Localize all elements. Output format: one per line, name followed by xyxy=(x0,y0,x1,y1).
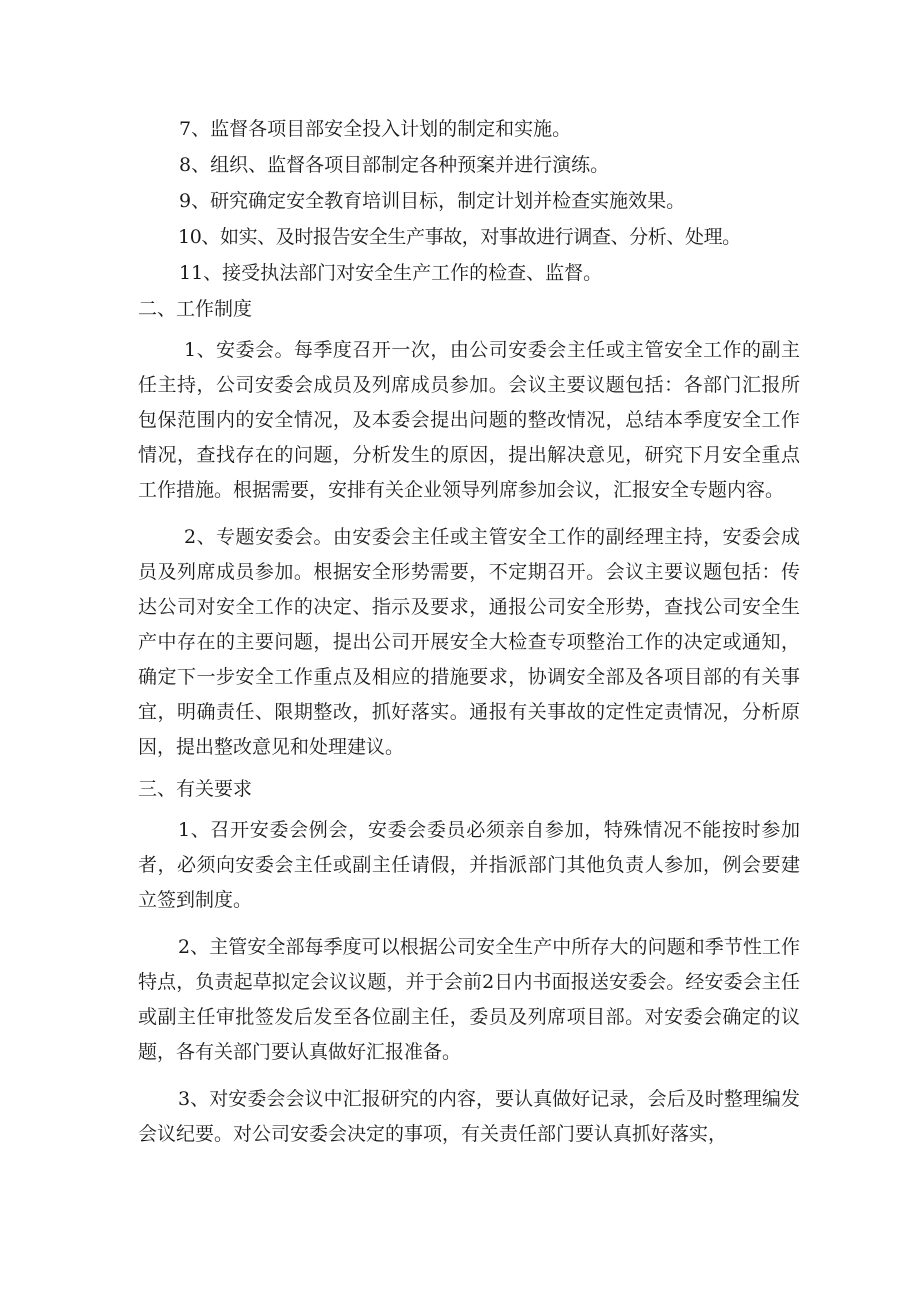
paragraph-safety-committee: 1、安委会。每季度召开一次，由公司安委会主任或主管安全工作的副主任主持，公司安委会成员及列席成员参加。会议主要议题包括：各部门汇报所包保范围内的安全情况，及本委会提出问题的整改情况，总结本季度安全工作情况，查找存在的问题，分析发生的原因，提出解决意见，研究下月安全重点工作措施。根据需要，安排有关企业领导列席参加会议，汇报安全专题内容。 xyxy=(138,339,800,501)
list-item: 11、接受执法部门对安全生产工作的检查、监督。 xyxy=(179,262,603,284)
list-item: 8、组织、监督各项目部制定各种预案并进行演练。 xyxy=(179,154,610,176)
list-item: 7、监督各项目部安全投入计划的制定和实施。 xyxy=(179,118,572,140)
document-body xyxy=(138,117,800,1164)
paragraph-requirement-3: 3、对安委会会议中汇报研究的内容，要认真做好记录，会后及时整理编发会议纪要。对公司安委会决定的事项，有关责任部门要认真抓好落实， xyxy=(138,1088,800,1145)
paragraph-requirement-2: 2、主管安全部每季度可以根据公司安全生产中所存大的问题和季节性工作特点，负责起草拟定会议议题，并于会前2日内书面报送安委会。经安委会主任或副主任审批签发后发至各位副主任，委员及列席项目部。对安委会确定的议题，各有关部门要认真做好汇报准备。 xyxy=(138,936,800,1063)
paragraph-special-committee: 2、专题安委会。由安委会主任或主管安全工作的副经理主持，安委会成员及列席成员参加。根据安全形势需要，不定期召开。会议主要议题包括：传达公司对安全工作的决定、指示及要求，通报公司安全形势，查找公司安全生产中存在的主要问题，提出公司开展安全大检查专项整治工作的决定或通知，确定下一步安全工作重点及相应的措施要求，协调安全部及各项目部的有关事宜，明确责任、限期整改，抓好落实。通报有关事故的定性定责情况，分析原因，提出整改意见和处理建议。 xyxy=(138,526,800,758)
section-heading-work-system: 二、工作制度 xyxy=(138,298,253,320)
list-item: 9、研究确定安全教育培训目标，制定计划并检查实施效果。 xyxy=(179,190,686,212)
section-heading-requirements: 三、有关要求 xyxy=(138,778,253,800)
paragraph-requirement-1: 1、召开安委会例会，安委会委员必须亲自参加，特殊情况不能按时参加者，必须向安委会主任或副主任请假，并指派部门其他负责人参加，例会要建立签到制度。 xyxy=(138,819,800,911)
list-item: 10、如实、及时报告安全生产事故，对事故进行调查、分析、处理。 xyxy=(178,226,741,248)
